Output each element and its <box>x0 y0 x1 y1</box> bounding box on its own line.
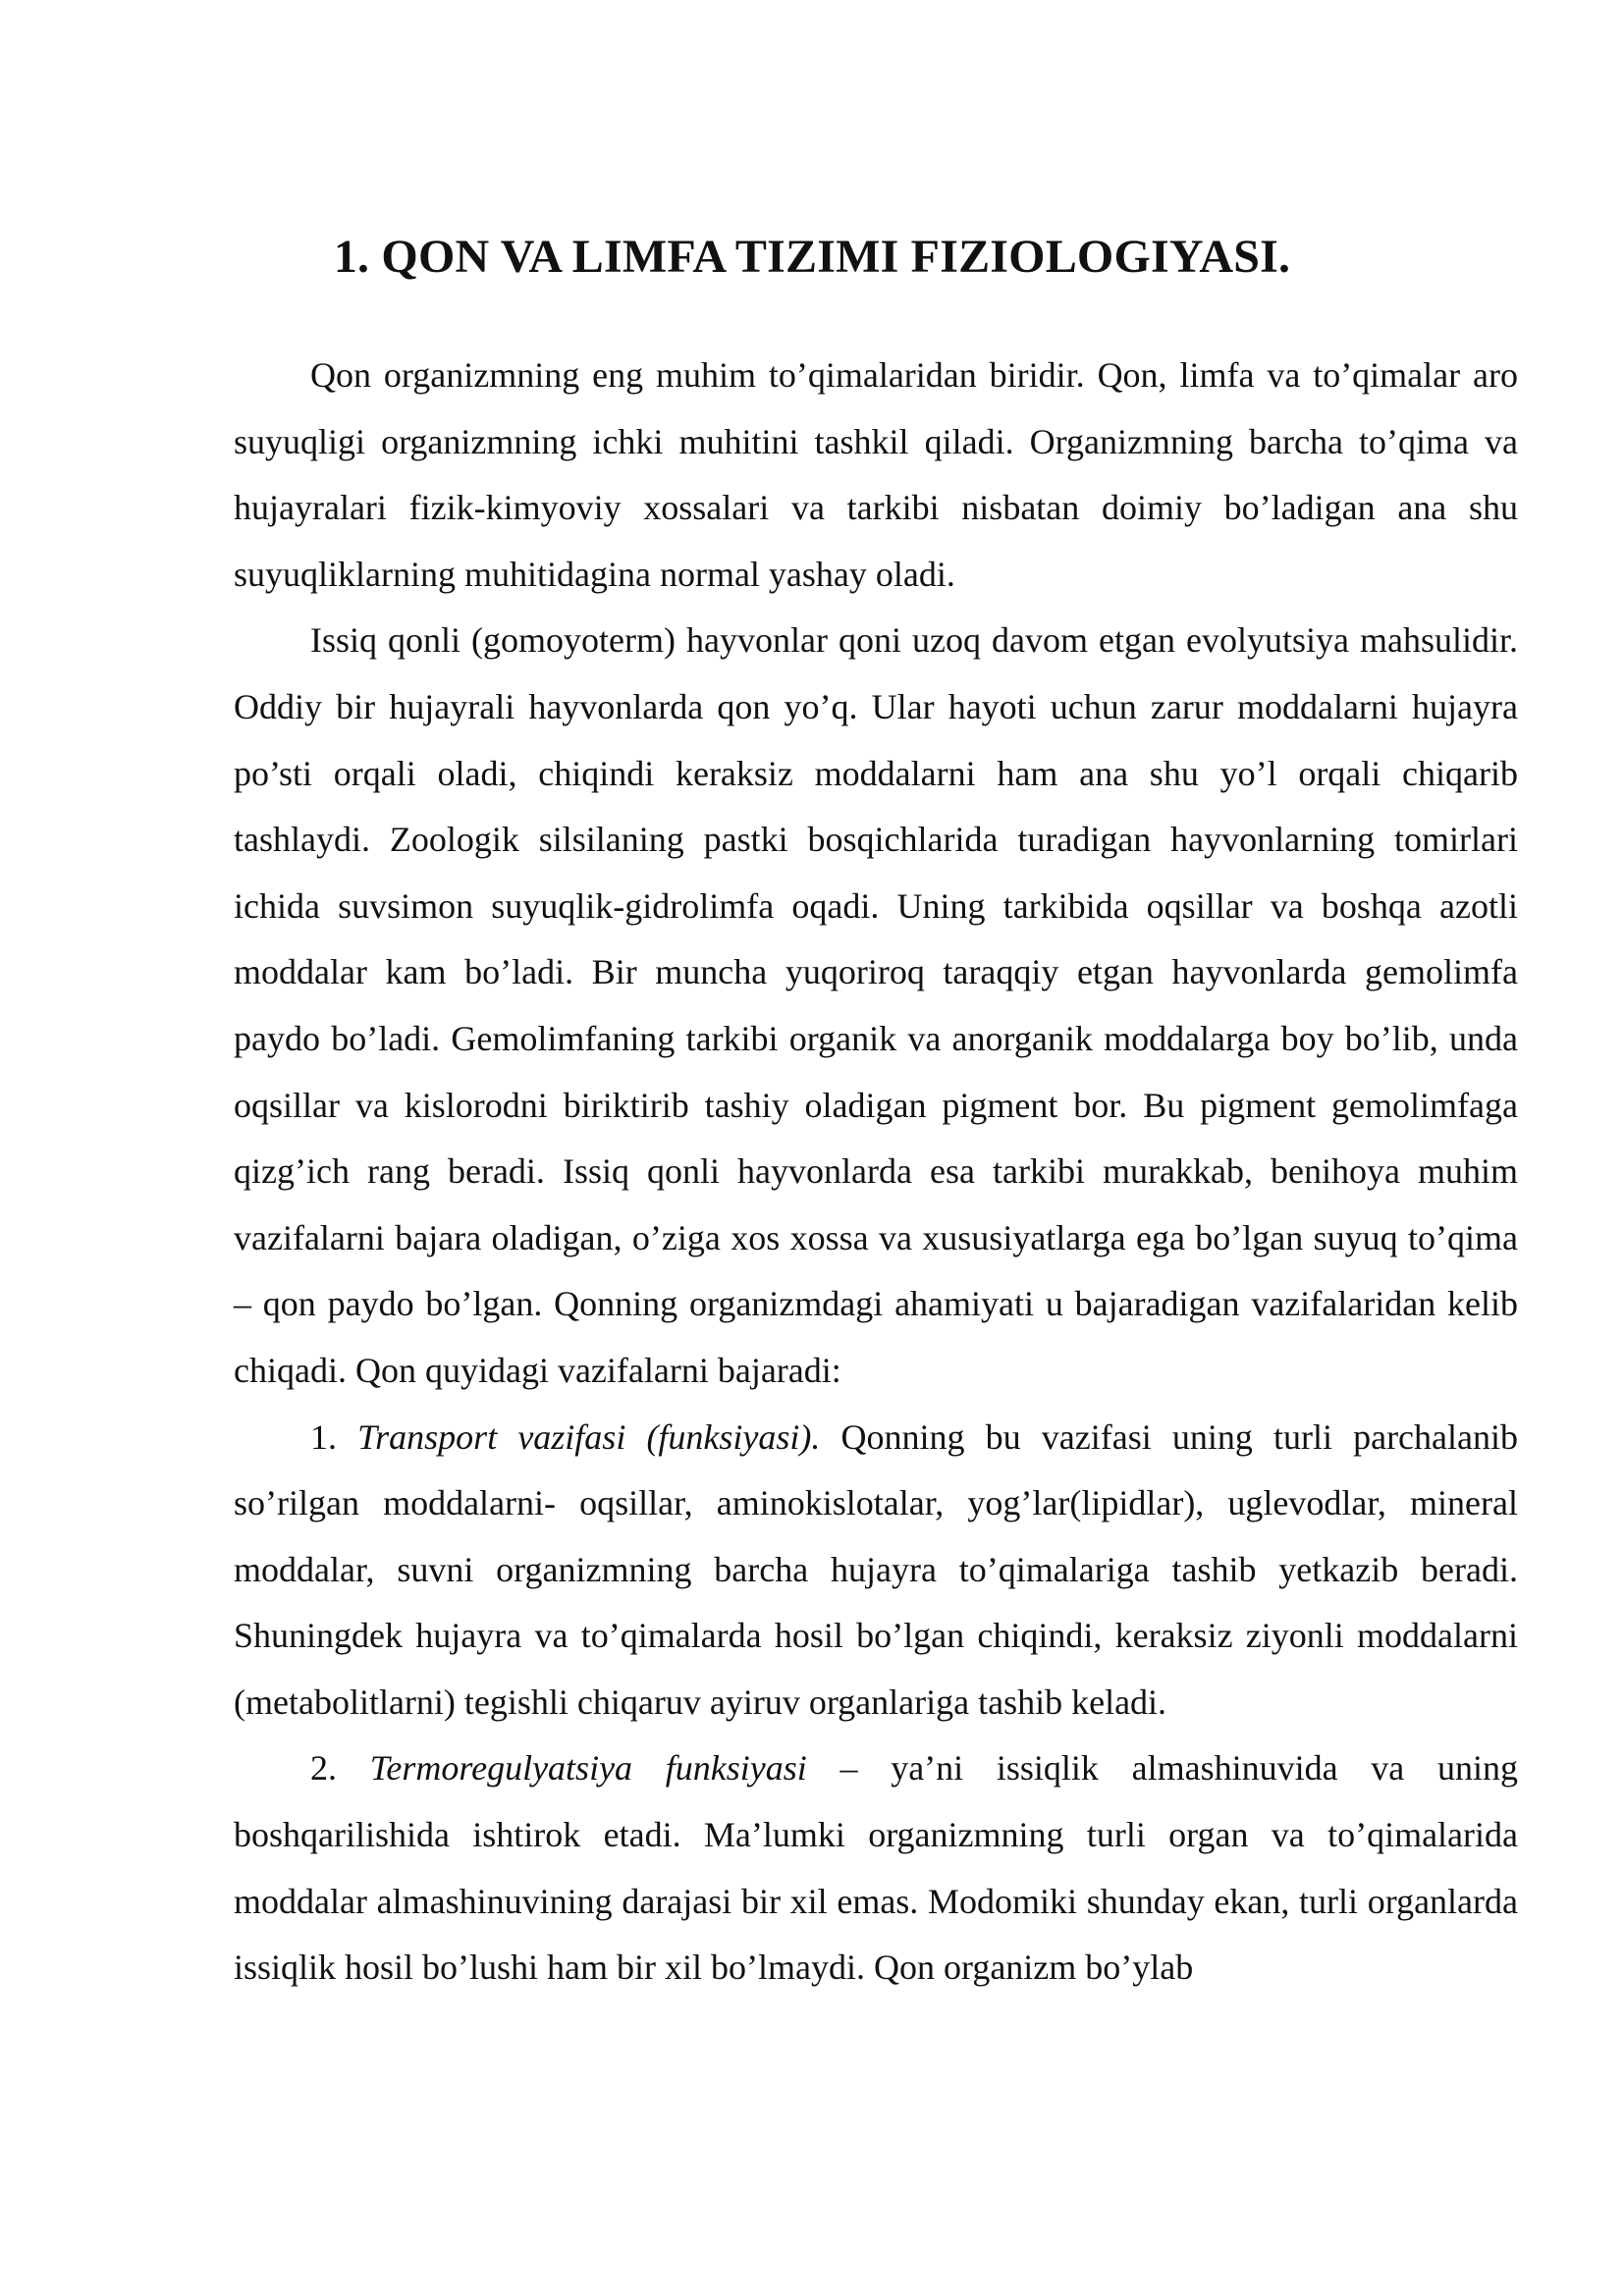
function-term: Termoregulyatsiya funksiyasi <box>369 1748 807 1789</box>
paragraph-text: – ya’ni issiqlik almashinuvida va uning boshqarilishida ishtirok etadi. Ma’lumki organizmning turli organ va to’qimalarida moddalar almashinuvining darajasi bir xil emas. Modomiki shunday ekan, turli organlarda issiqlik hosil bo’lushi ham bir xil bo’lmaydi. Qon organizm bo’ylab <box>234 1748 1518 1988</box>
function-term: Transport vazifasi (funksiyasi). <box>357 1416 821 1457</box>
list-number: 2. <box>310 1748 337 1789</box>
list-number: 1. <box>310 1416 337 1457</box>
page-title: 1. QON VA LIMFA TIZIMI FIZIOLOGIYASI. <box>333 231 1291 284</box>
paragraph-text: Qonning bu vazifasi uning turli parchalanib so’rilgan moddalarni- oqsillar, aminokislotalar, yog’lar(lipidlar), uglevodlar, mineral moddalar, suvni organizmning barcha hujayra to’qimalariga tashib yetkazib beradi. Shuningdek hujayra va to’qimalarda hosil bo’lgan chiqindi, keraksiz ziyonli moddalarni (metabolitlarni) tegishli chiqaruv ayiruv organlariga tashib keladi. <box>234 1416 1518 1722</box>
document-body <box>234 343 1518 2002</box>
paragraph-thermoregulation <box>234 1735 1518 2001</box>
paragraph-evolution: Issiq qonli (gomoyoterm) hayvonlar qoni uzoq davom etgan evolyutsiya mahsulidir. Oddiy bir hujayrali hayvonlarda qon yo’q. Ular hayoti uchun zarur moddalarni hujayra po’sti orqali oladi, chiqindi keraksiz moddalarni ham ana shu yo’l orqali chiqarib tashlaydi. Zoologik silsilaning pastki bosqichlarida turadigan hayvonlarning tomirlari ichida suvsimon suyuqlik-gidrolimfa oqadi. Uning tarkibida oqsillar va boshqa azotli moddalar kam bo’ladi. Bir muncha yuqoriroq taraqqiy etgan hayvonlarda gemolimfa paydo bo’ladi. Gemolimfaning tarkibi organik va anorganik moddalarga boy bo’lib, unda oqsillar va kislorodni biriktirib tashiy oladigan pigment bor. Bu pigment gemolimfaga qizg’ich rang beradi. Issiq qonli hayvonlarda esa tarkibi murakkab, benihoya muhim vazifalarni bajara oladigan, o’ziga xos xossa va xususiyatlarga ega bo’lgan suyuq to’qima – qon paydo bo’lgan. Qonning organizmdagi ahamiyati u bajaradigan vazifalaridan kelib chiqadi. Qon quyidagi vazifalarni bajaradi: <box>234 620 1518 1390</box>
paragraph-intro: Qon organizmning eng muhim to’qimalaridan biridir. Qon, limfa va to’qimalar aro suyuqligi organizmning ichki muhitini tashkil qiladi. Organizmning barcha to’qima va hujayralari fizik-kimyoviy xossalari va tarkibi nisbatan doimiy bo’ladigan ana shu suyuqliklarning muhitidagina normal yashay oladi. <box>234 355 1518 594</box>
paragraph-transport <box>234 1405 1518 1736</box>
